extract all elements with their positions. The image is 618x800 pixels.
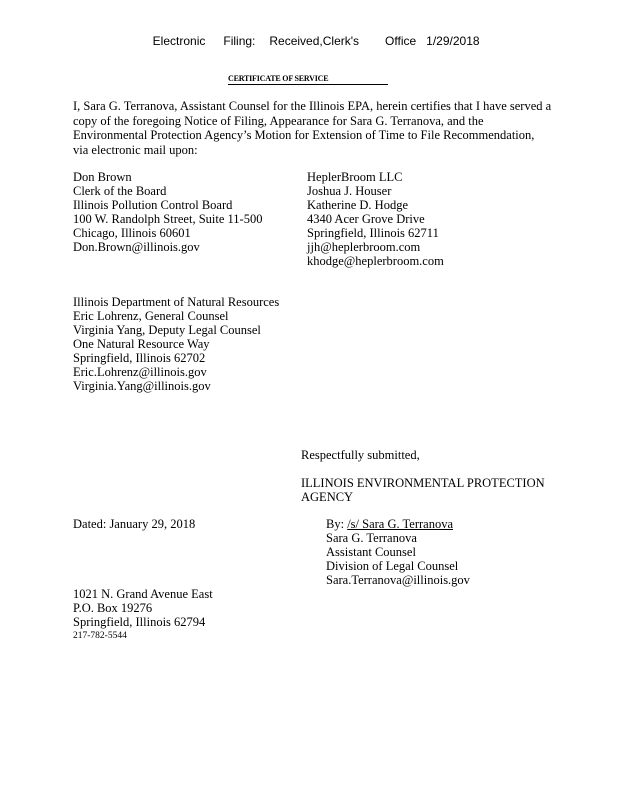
address-line: P.O. Box 19276 xyxy=(73,601,153,615)
recipient-board xyxy=(73,170,262,254)
intro-line: via electronic mail upon: xyxy=(73,142,198,157)
recipient-line: Illinois Pollution Control Board xyxy=(73,198,233,212)
signature-by-line xyxy=(326,517,470,531)
filing-stamp xyxy=(146,20,480,48)
filing-stamp-received: Received,Clerk's xyxy=(269,34,360,48)
recipient-line: Chicago, Illinois 60601 xyxy=(73,226,191,240)
recipient-line: Don Brown xyxy=(73,170,132,184)
recipient-email: Eric.Lohrenz@illinois.gov xyxy=(73,365,207,379)
recipient-email: jjh@heplerbroom.com xyxy=(307,240,421,254)
date-line: Dated: January 29, 2018 xyxy=(73,517,196,531)
filing-stamp-filing: Filing: xyxy=(223,34,256,48)
agency-name-line: AGENCY xyxy=(301,490,354,504)
signature-electronic: /s/ Sara G. Terranova xyxy=(347,517,453,531)
recipient-email: Don.Brown@illinois.gov xyxy=(73,240,200,254)
address-phone: 217-782-5544 xyxy=(73,631,127,641)
signatory-division: Division of Legal Counsel xyxy=(326,559,459,573)
closing-respectfully: Respectfully submitted, xyxy=(301,448,420,462)
recipient-line: Joshua J. Houser xyxy=(307,184,392,198)
recipient-line: Eric Lohrenz, General Counsel xyxy=(73,309,229,323)
recipient-email: Virginia.Yang@illinois.gov xyxy=(73,379,211,393)
filing-stamp-electronic: Electronic xyxy=(152,34,206,48)
recipient-line: Clerk of the Board xyxy=(73,184,167,198)
recipient-line: HeplerBroom LLC xyxy=(307,170,403,184)
signatory-name: Sara G. Terranova xyxy=(326,531,417,545)
recipient-line: Katherine D. Hodge xyxy=(307,198,409,212)
agency-address xyxy=(73,587,213,643)
agency-name-line: ILLINOIS ENVIRONMENTAL PROTECTION xyxy=(301,476,545,490)
recipient-line: Illinois Department of Natural Resources xyxy=(73,295,280,309)
recipient-line: Springfield, Illinois 62711 xyxy=(307,226,439,240)
recipient-line: 100 W. Randolph Street, Suite 11-500 xyxy=(73,212,263,226)
recipient-line: Virginia Yang, Deputy Legal Counsel xyxy=(73,323,261,337)
recipient-dnr xyxy=(73,295,279,393)
recipient-line: One Natural Resource Way xyxy=(73,337,210,351)
certificate-title: CERTIFICATE OF SERVICE xyxy=(228,74,388,85)
intro-paragraph xyxy=(73,99,593,157)
address-line: Springfield, Illinois 62794 xyxy=(73,615,206,629)
filing-stamp-office: Office xyxy=(385,34,417,48)
signature-by-label: By: xyxy=(326,517,345,531)
recipient-line: Springfield, Illinois 62702 xyxy=(73,351,206,365)
intro-line: copy of the foregoing Notice of Filing, Appearance for Sara G. Terranova, and the xyxy=(73,113,484,128)
recipient-line: 4340 Acer Grove Drive xyxy=(307,212,425,226)
signatory-email: Sara.Terranova@illinois.gov xyxy=(326,573,470,587)
recipient-heplerbroom xyxy=(307,170,444,268)
recipient-email: khodge@heplerbroom.com xyxy=(307,254,444,268)
signatory-title: Assistant Counsel xyxy=(326,545,416,559)
intro-line: I, Sara G. Terranova, Assistant Counsel for the Illinois EPA, herein certifies that I have served a xyxy=(73,99,552,113)
signature-block xyxy=(326,517,470,587)
filing-stamp-date: 1/29/2018 xyxy=(426,34,480,48)
intro-line: Environmental Protection Agency’s Motion for Extension of Time to File Recommendation, xyxy=(73,128,535,142)
address-line: 1021 N. Grand Avenue East xyxy=(73,587,213,601)
agency-name xyxy=(301,476,545,504)
